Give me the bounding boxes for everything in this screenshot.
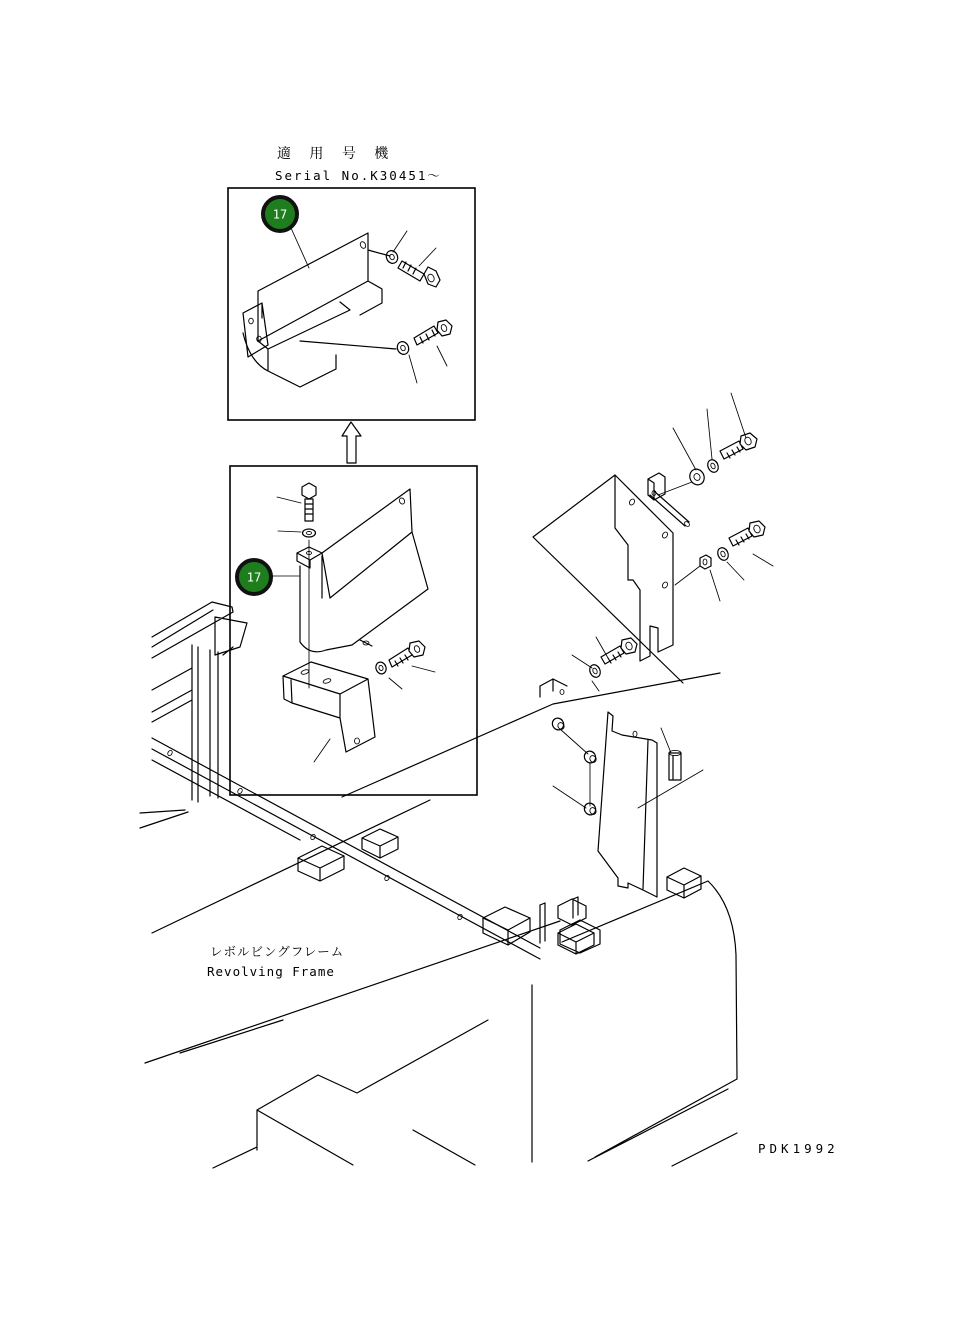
bolt-top-2 [414, 320, 452, 345]
bolt-vertical [302, 483, 316, 521]
doc-code: PDK1992 [758, 1141, 839, 1156]
leaders-lower-right [710, 554, 773, 601]
notched-panel-outline [615, 475, 673, 661]
applicable-machines-label: 適 用 号 機 [277, 146, 394, 162]
panel-hole-2 [661, 531, 668, 539]
strip-bar [650, 491, 689, 526]
vertical-panel-hole [633, 731, 637, 737]
clip-hole [560, 690, 564, 695]
rail-hole-1 [167, 750, 173, 757]
bracket-bottom-outline [297, 489, 428, 652]
inset-top-bracket-detail [228, 188, 475, 420]
frame-label-en: Revolving Frame [207, 964, 335, 979]
base-slot-2 [323, 678, 332, 684]
washer-upper-right [706, 458, 721, 474]
base-bracket-outline [283, 662, 375, 752]
frame-label-jp: レボルビングフレーム [210, 944, 345, 959]
washer-lower-right [716, 546, 731, 562]
leader-washer-vertical [278, 531, 301, 532]
washer-top-1 [384, 249, 399, 265]
callout-number-bottom: 17 [246, 570, 262, 585]
mount-nut-1 [550, 716, 566, 732]
base-foot-hole [355, 738, 360, 744]
vertical-panel-outline [598, 712, 657, 897]
frame-panel-curve [708, 881, 737, 1079]
panel-hole-3 [661, 581, 668, 589]
serial-number-label: Serial No.K30451～ [275, 168, 442, 183]
washer-bottom [588, 663, 603, 679]
callout-number-top: 17 [272, 207, 288, 222]
leaders-bottom-fasteners [572, 637, 608, 668]
rail-hole-2 [237, 788, 243, 795]
bracket-plate-hole [398, 497, 405, 505]
inset-bottom-border [230, 466, 477, 795]
inset-bottom-bracket-detail [230, 466, 477, 795]
bolt-top-1 [398, 261, 440, 287]
vertical-panel-group [550, 681, 703, 897]
nut-mid-right [700, 555, 711, 569]
bolt-side [389, 641, 425, 667]
washer-vertical [303, 529, 316, 537]
washer-top-2 [395, 340, 410, 356]
leader-peg [661, 728, 671, 753]
panel-hole-1 [628, 498, 635, 506]
bolt-upper-right [720, 433, 757, 459]
deck-blocks [298, 829, 701, 954]
up-arrow-icon [342, 422, 361, 463]
callout-leader-top [291, 228, 309, 268]
leaders-side-fasteners [389, 666, 435, 689]
collar-upper [687, 467, 706, 487]
leader-bolt-vertical [277, 497, 301, 503]
bolt-bottom [601, 638, 637, 664]
flange-hole-1 [249, 318, 254, 324]
washer-side [374, 661, 388, 676]
peg-part [669, 750, 681, 780]
base-slot-1 [301, 669, 310, 675]
leader-lines-top-right [393, 231, 436, 266]
bracket-hole [359, 241, 366, 249]
leader-base-bracket [314, 739, 330, 762]
bracket-top-outline [243, 233, 396, 387]
side-sheet-exploded-group [342, 393, 773, 797]
bolt-lower-right [729, 521, 765, 546]
leader-lines-top-lower [409, 346, 447, 383]
leader-nut [675, 566, 700, 585]
